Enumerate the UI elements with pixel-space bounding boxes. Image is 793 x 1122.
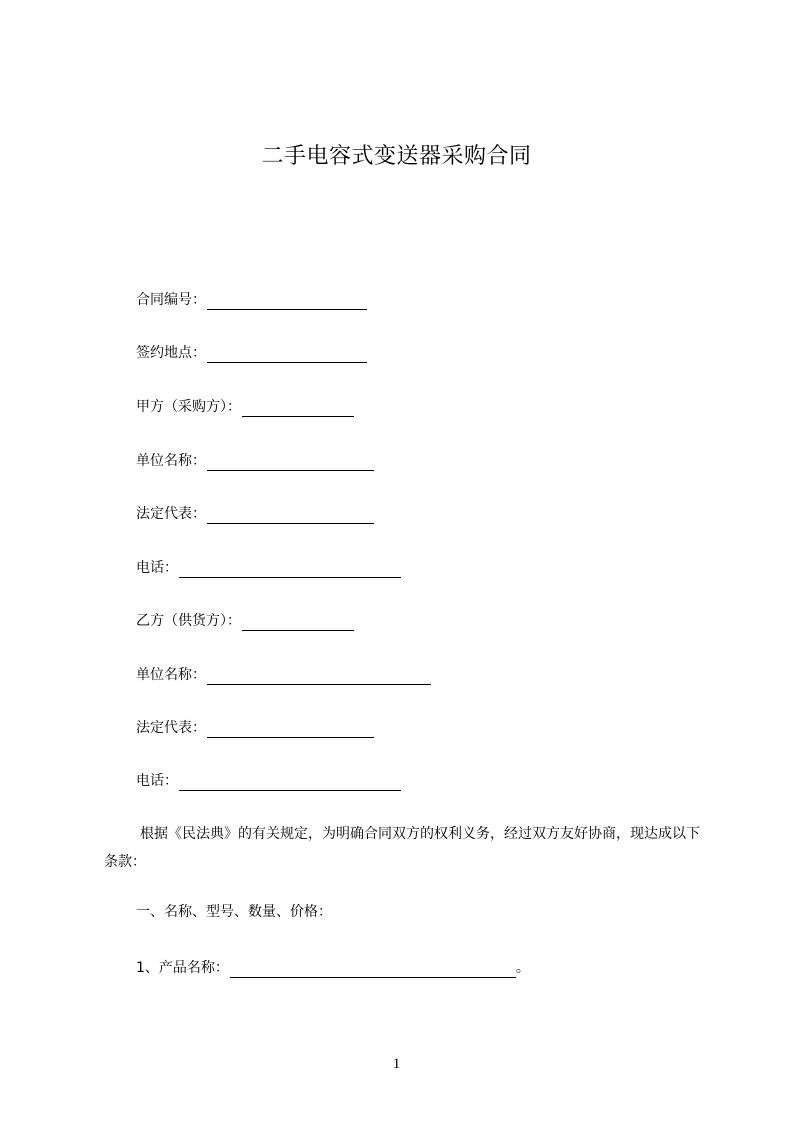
party-a-phone-field (136, 558, 401, 578)
contract-number-blank[interactable] (207, 295, 367, 310)
page-title: 二手电容式变送器采购合同 (261, 144, 532, 169)
party-a-blank[interactable] (242, 402, 354, 417)
contract-number-field (136, 290, 367, 310)
party-b-rep-field (136, 718, 374, 738)
party-b-label: 乙方（供货方）： (136, 613, 241, 629)
section-heading-1: 一、名称、型号、数量、价格： (136, 904, 332, 920)
product-name-suffix: 。 (515, 960, 530, 976)
party-a-rep-blank[interactable] (207, 509, 374, 524)
party-b-rep-blank[interactable] (207, 723, 374, 738)
sign-place-label: 签约地点： (136, 345, 206, 361)
product-name-blank[interactable] (230, 963, 516, 978)
page-number: 1 (392, 1056, 401, 1072)
party-a-label: 甲方（采购方）： (136, 399, 241, 415)
party-b-phone-blank[interactable] (179, 776, 401, 791)
party-a-phone-label: 电话： (136, 560, 178, 576)
party-b-rep-label: 法定代表： (136, 720, 206, 736)
product-name-label: 1、产品名称： (136, 960, 229, 976)
product-name-field (136, 958, 530, 978)
party-a-rep-label: 法定代表： (136, 506, 206, 522)
party-a-unit-blank[interactable] (207, 456, 374, 471)
party-a-rep-field (136, 504, 374, 524)
party-b-unit-blank[interactable] (207, 670, 431, 685)
party-b-phone-field (136, 771, 401, 791)
party-a-unit-label: 单位名称： (136, 453, 206, 469)
party-a-unit-field (136, 451, 374, 471)
party-b-phone-label: 电话： (136, 773, 178, 789)
sign-place-field (136, 343, 367, 363)
party-b-unit-field (136, 665, 431, 685)
party-b-blank[interactable] (242, 616, 354, 631)
party-a-phone-blank[interactable] (179, 563, 401, 578)
intro-paragraph: 根据《民法典》的有关规定，为明确合同双方的权利义务，经过双方友好协商，现达成以下条款： (104, 826, 700, 870)
contract-number-label: 合同编号： (136, 292, 206, 308)
party-b-field (136, 611, 354, 631)
sign-place-blank[interactable] (207, 348, 367, 363)
party-b-unit-label: 单位名称： (136, 667, 206, 683)
party-a-field (136, 397, 354, 417)
